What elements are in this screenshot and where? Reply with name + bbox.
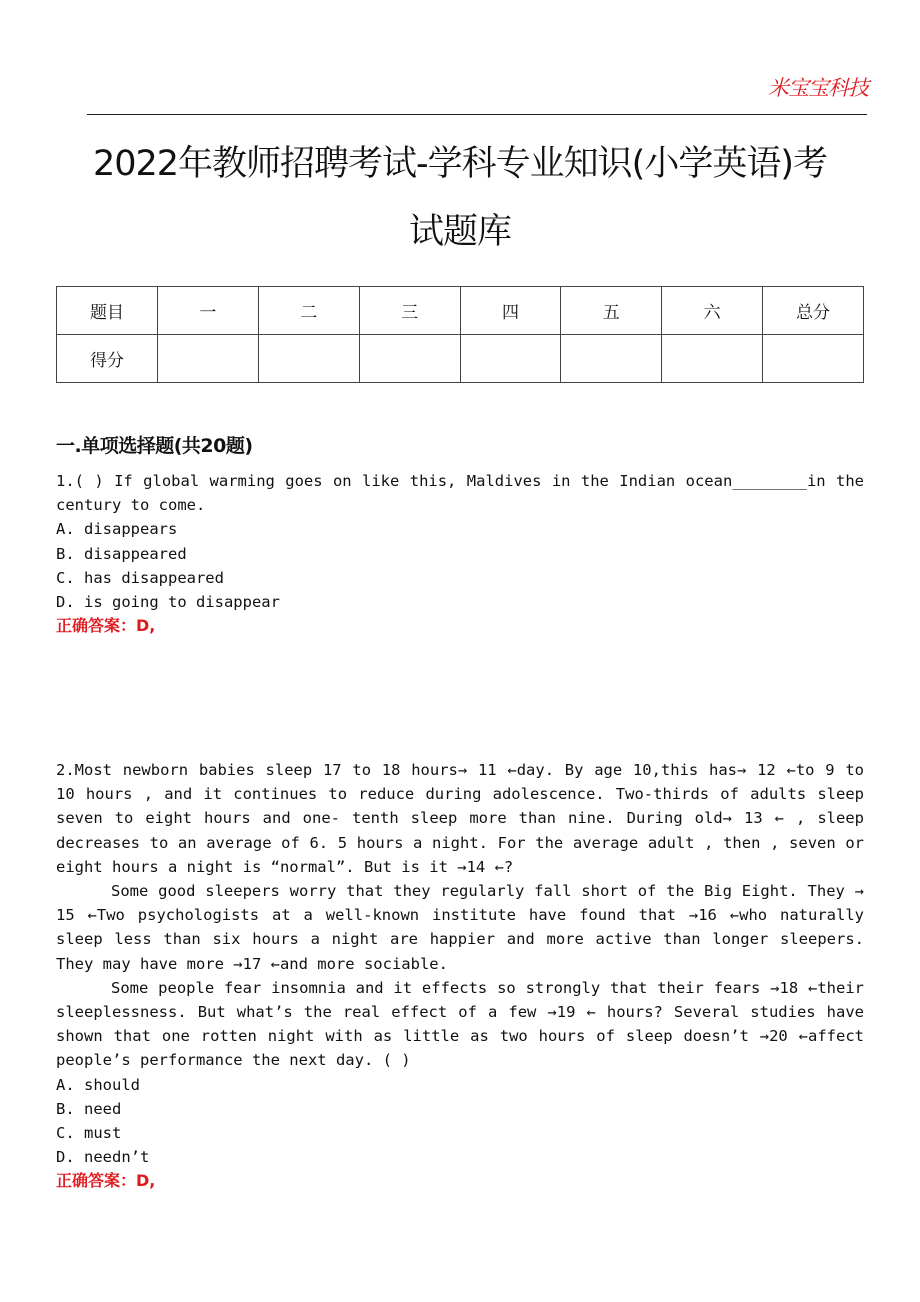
score-head-cell: 一 (158, 287, 259, 335)
score-empty-cell (561, 335, 662, 383)
score-head-cell: 五 (561, 287, 662, 335)
score-table (56, 286, 864, 383)
question-2-answer: 正确答案：D, (56, 1171, 156, 1191)
question-1-option-c: C. has disappeared (56, 568, 224, 587)
page-title-line-1: 2022年教师招聘考试-学科专业知识(小学英语)考 (92, 144, 827, 184)
question-2-paragraph-2: Some good sleepers worry that they regularly fall short of the Big Eight. They → 15 ←Two psychologists at a well-known institute have found that →16 ←who naturally sleep less than six hours a night are happier and more active than longer sleepers. They may have more →17 ←and more sociable. (56, 882, 864, 973)
question-1 (56, 469, 864, 638)
score-head-cell: 三 (359, 287, 460, 335)
question-1-option-b: B. disappeared (56, 544, 187, 563)
header-divider (87, 114, 867, 115)
question-2-paragraph-1: 2.Most newborn babies sleep 17 to 18 hours→ 11 ←day. By age 10,this has→ 12 ←to 9 to 10 hours , and it continues to reduce during adolescence. Two-thirds of adults sleep seven to eight hours and one- tenth sleep more than nine. During old→ 13 ← , sleep decreases to an average of 6. 5 hours a night. For the average adult , then , seven or eight hours a night is “normal”. But is it →14 ←? (56, 761, 864, 876)
score-empty-cell (460, 335, 561, 383)
score-head-cell: 二 (258, 287, 359, 335)
question-2-option-c: C. must (56, 1124, 122, 1143)
question-2 (56, 758, 864, 1194)
score-row-label: 得分 (57, 335, 158, 383)
question-2-option-a: A. should (56, 1075, 140, 1094)
score-empty-cell (763, 335, 864, 383)
score-empty-cell (359, 335, 460, 383)
brand-logo-text: 米宝宝科技 (768, 76, 868, 100)
score-head-cell: 总分 (763, 287, 864, 335)
score-head-cell: 六 (662, 287, 763, 335)
score-empty-cell (258, 335, 359, 383)
question-2-option-d: D. needn’t (56, 1148, 150, 1167)
score-empty-cell (662, 335, 763, 383)
score-head-cell: 四 (460, 287, 561, 335)
question-1-answer: 正确答案：D, (56, 616, 156, 636)
question-2-option-b: B. need (56, 1099, 122, 1118)
page-title-line-2: 试题库 (408, 212, 511, 252)
score-head-cell: 题目 (57, 287, 158, 335)
section-heading: 一.单项选择题(共20题) (56, 435, 253, 457)
question-1-option-d: D. is going to disappear (56, 593, 280, 612)
page-title (40, 130, 880, 266)
question-1-option-a: A. disappears (56, 520, 178, 539)
score-empty-cell (158, 335, 259, 383)
question-1-stem: 1.( ) If global warming goes on like this, Maldives in the Indian ocean________in the century to come. (56, 472, 864, 515)
question-2-paragraph-3: Some people fear insomnia and it effects so strongly that their fears →18 ←their sleeplessness. But what’s the real effect of a few →19 ← hours? Several studies have shown that one rotten night with as little as two hours of sleep doesn’t →20 ←affect people’s performance the next day. ( ) (56, 978, 864, 1070)
score-table-header-row (57, 287, 864, 335)
score-table-score-row (57, 335, 864, 383)
